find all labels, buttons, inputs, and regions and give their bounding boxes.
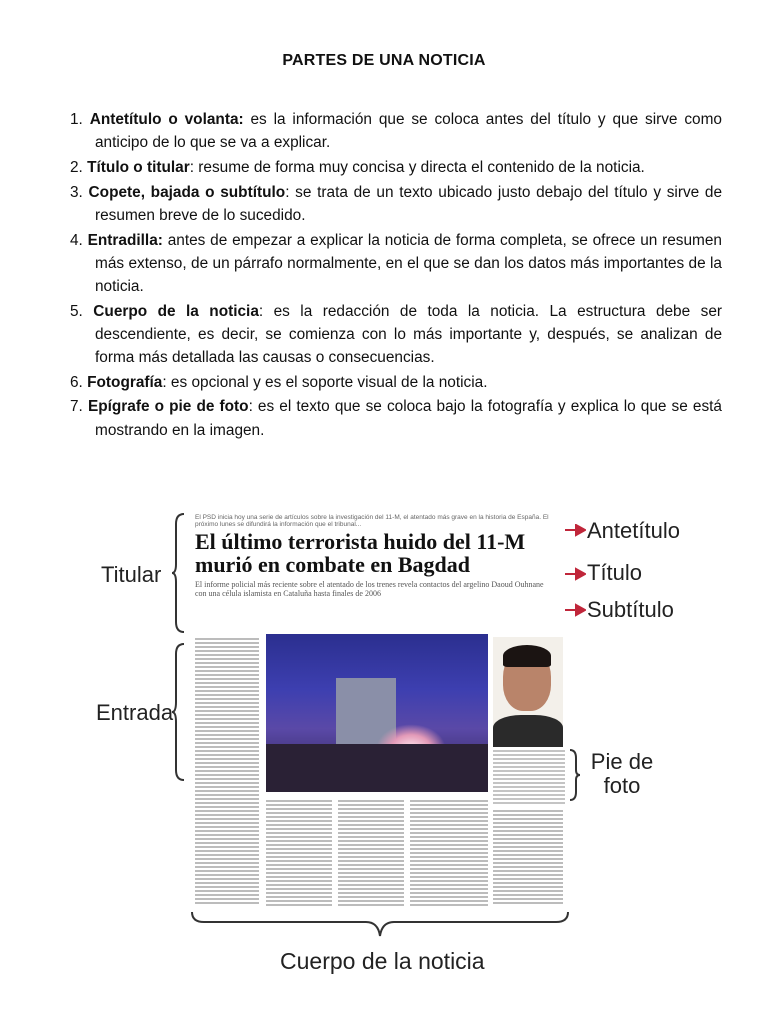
list-item: 1. Antetítulo o volanta: es la información que se coloca antes del título y que sirve como anticipo de lo que se va a explicar. [70,111,722,152]
label-pie-de-foto: Pie de foto [590,749,654,798]
list-item: 3. Copete, bajada o subtítulo: se trata de un texto ubicado justo debajo del título y sirve de resumen breve de lo sucedido. [70,183,723,224]
label-subtitulo: Subtítulo [587,597,674,622]
news-photo [266,634,488,792]
clipping-antetitulo: El PSD inicia hoy una serie de artículos sobre la investigación del 11-M, el atentado más grave en la historia de España. El próximo lunes se difundirá la información que el tribunal... [195,514,549,528]
list-item: 5. Cuerpo de la noticia: es la redacción de toda la noticia. La estructura debe ser descendiente, es decir, se comienza con lo más importante y, después, se analizan de forma más detallada las causas o consecuencias. [70,302,722,367]
label-cuerpo: Cuerpo de la noticia [280,948,485,974]
newspaper-clipping [193,512,565,910]
parts-list [70,108,722,443]
portrait-photo [493,637,563,747]
page-title: PARTES DE UNA NOTICIA [282,52,486,69]
body-column [410,800,488,906]
body-column [493,810,563,906]
clipping-subtitulo: El informe policial más reciente sobre el atentado de los trenes revela contactos del argelino Daoud Ouhnane con una célula islamista en Cataluña hasta finales de 2006 [195,580,544,598]
body-column [266,800,332,906]
clipping-headline: El último terrorista huido del 11-M murió en combate en Bagdad [195,529,526,577]
list-item: 7. Epígrafe o pie de foto: es el texto que se coloca bajo la fotografía y explica lo que se está mostrando en la imagen. [70,398,722,439]
entrada-brace [172,642,186,782]
news-anatomy-figure [90,500,700,990]
titular-brace [172,512,186,634]
list-item: 4. Entradilla: antes de empezar a explicar la noticia de forma completa, se ofrece un resumen más extenso, de un párrafo normalmente, en el que se dan los datos más importantes de la noticia. [70,231,722,295]
label-entrada: Entrada [96,700,174,725]
list-item: 6. Fotografía: es opcional y es el soporte visual de la noticia. [70,373,488,391]
pie-brace [568,748,580,802]
cuerpo-brace [190,910,570,940]
list-item: 2. Título o titular: resume de forma muy concisa y directa el contenido de la noticia. [70,158,645,176]
photo-caption-text [493,750,565,805]
label-antetitulo: Antetítulo [587,518,680,543]
body-column [338,800,404,906]
label-titulo: Título [587,560,643,585]
entrada-column [195,638,259,906]
label-titular: Titular [101,562,162,587]
